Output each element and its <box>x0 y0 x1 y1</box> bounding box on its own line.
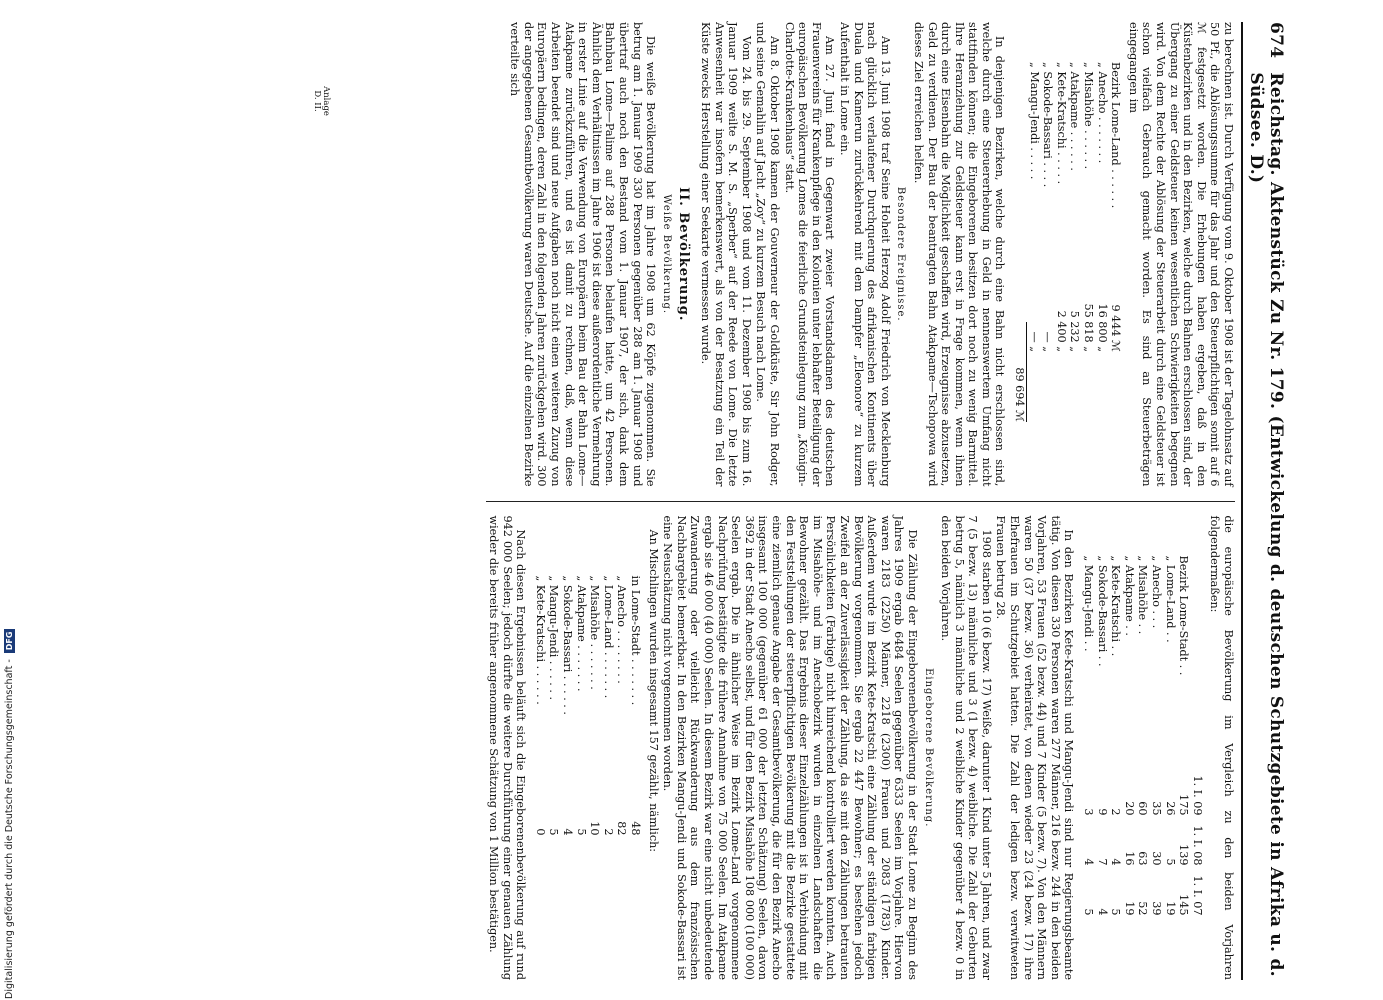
paragraph: Die weiße Bevölkerung hat im Jahre 1908 um 62 Köpfe zugenommen. Sie betrug am 1. Januar 1909 330 Personen gegenüber 288 am 1. Januar 1908 und übertraf auch noch den Bestand vom 1. Januar 1907, der sich, dank dem Bahnbau Lome—Palime auf 288 Personen belaufen hatte, um 42 Personen. Ähnlich dem Verhältnissen im Jahre 1906 ist diese außerordentliche Vermehrung in erster Linie auf die Verwendung von Europäern beim Bau der Bahn Lome—Atakpame zurückzuführen, und es ist damit zu rechnen, daß, wenn diese Arbeiten beendet sind und neue Aufgaben noch nicht einen weiteren Zuzug von Europäern bedingen, deren Zahl in den folgenden Jahren zurückgehen wird. 300 der angegebenen Gesamtbevölkerung waren Deutsche. Auf die einzelnen Bezirke verteilte sich <box>508 22 658 487</box>
table-cell: 26 <box>1163 801 1177 816</box>
table-cell: „ Anecho . . . <box>1150 555 1164 629</box>
table-header-row <box>1190 556 1204 981</box>
table-row <box>628 576 642 981</box>
population-table <box>1081 556 1203 981</box>
table-cell: „ Sokode-Bassari . . . . <box>1041 62 1055 188</box>
table-cell: 4 <box>561 828 575 836</box>
table-cell: 9 444 ℳ <box>1109 304 1123 352</box>
table-cell: 35 <box>1150 801 1164 816</box>
page-title: Reichstag. Aktenstück Zu Nr. 179. (Entwickelung d. deutschen Schutzgebiete in Afrika u. d. Südsee. D.) <box>1246 72 1286 977</box>
table-cell: 5 <box>1082 908 1096 916</box>
table-cell: „ Mangu-Jendi . . . . . <box>1027 62 1041 180</box>
table-cell: 5 <box>1109 908 1123 916</box>
table-cell: „ Lome-Land . . <box>1163 555 1177 643</box>
table-cell: „ Misahöhe . . . . . . . <box>588 575 602 690</box>
table-cell: 30 <box>1150 851 1164 866</box>
page-number: 674 <box>1266 22 1286 59</box>
table-cell: 19 <box>1163 901 1177 916</box>
table-cell: „ Anecho . . . . . . . . <box>615 575 629 684</box>
table-row <box>533 576 547 981</box>
table-cell: in Lome-Stadt . . . . . . . <box>629 575 643 706</box>
table-row <box>1149 556 1163 981</box>
page-header <box>1241 22 1286 980</box>
table-cell: 63 <box>1136 851 1150 866</box>
table-row <box>615 576 629 981</box>
table-cell: 39 <box>1150 901 1164 916</box>
digitization-footer <box>4 0 15 999</box>
paragraph: Nach diesen Ergebnissen beläuft sich die Eingeborenenbevölkerung auf rund 942 000 Seelen; jedoch dürfte die weitere Durchführung einer genauen Zählung wieder die bereits früher angenommene Schätzung von 1 Million bestätigen. <box>487 515 528 980</box>
paragraph: 1908 starben 10 (6 bezw. 17) Weiße, darunter 1 Kind unter 5 Jahren, und zwar 7 (5 bezw. 13) männliche und 3 (1 bezw. 4) weibliche. Die Zahl der Geburten betrug 5, nämlich 3 männliche und 2 weibliche Kinder gegenüber 4 bezw. 0 in den beiden Vorjahren. <box>939 515 993 980</box>
table-cell: 20 <box>1122 801 1136 816</box>
table-cell: „ Kete-Kratschi . . <box>1109 555 1123 657</box>
table-cell: „ Kete-Kratschi . . . . . . <box>533 575 547 705</box>
table-cell: 7 <box>1095 858 1109 866</box>
table-cell: „ Atakpame . . <box>1122 555 1136 636</box>
mixed-race-table <box>533 576 642 981</box>
table-row <box>601 576 615 981</box>
table-row <box>588 576 602 981</box>
table-cell: 2 400 „ <box>1054 310 1068 352</box>
paragraph: An Mischlingen wurden insgesamt 157 gezählt, nämlich: <box>646 529 660 853</box>
section-heading: II. Bevölkerung. <box>676 187 692 322</box>
table-cell: 4 <box>1082 858 1096 866</box>
table-row <box>1081 556 1095 981</box>
right-column <box>486 502 1235 981</box>
left-column <box>486 22 1235 502</box>
column-header: 1. I. 07 <box>1190 875 1204 916</box>
table-cell: „ Atakpame . . . . . . . <box>574 575 588 692</box>
table-cell: 5 <box>1163 858 1177 866</box>
footer-text: Digitalisierung gefördert durch die Deutsche Forschungsgemeinschaft - <box>4 659 15 999</box>
table-cell: 48 <box>629 821 643 836</box>
subheading: Besondere Ereignisse. <box>895 186 907 322</box>
subheading: Weiße Bevölkerung. <box>660 194 672 315</box>
table-row <box>1177 556 1191 981</box>
table-cell: — „ <box>1027 331 1041 352</box>
table-row <box>1068 62 1082 487</box>
table-cell: „ Sokode-Bassari . . <box>1095 555 1109 667</box>
table-row <box>1109 62 1123 487</box>
paragraph: die europäische Bevölkerung im Vergleich zu den beiden Vorjahren folgendermaßen: <box>1208 515 1235 980</box>
table-cell: 82 <box>615 821 629 836</box>
table-cell: 139 <box>1177 844 1191 866</box>
table-row <box>574 576 588 981</box>
table-row <box>1027 62 1041 487</box>
paragraph: Vom 24. bis 29. September 1908 und vom 11. Dezember 1908 bis zum 16. Januar 1909 weilte S. M. S. „Sperber“ auf der Reede von Lome. Die letzte Anwesenheit war insofern bemerkenswert, als von der Besatzung ein Teil der Küste zwecks Herstellung einer Seekarte vermessen wurde. <box>699 22 753 487</box>
table-cell: „ Misahöhe . . <box>1136 555 1150 635</box>
table-cell: 9 <box>1095 808 1109 816</box>
table-cell: 55 818 „ <box>1082 303 1096 352</box>
table-cell: 19 <box>1122 901 1136 916</box>
tax-table <box>1013 62 1123 487</box>
table-cell: 145 <box>1177 894 1191 916</box>
column-header: 1. I. 08 <box>1190 825 1204 866</box>
subheading: Eingeborene Bevölkerung. <box>922 668 934 828</box>
margin-note-anlage: Anlage D. II. <box>312 86 331 116</box>
table-row <box>1122 556 1136 981</box>
table-cell: 60 <box>1136 801 1150 816</box>
paragraph: Am 8. Oktober 1908 kamen der Gouverneur der Goldküste, Sir John Rodger, und seine Gemahlin auf Jacht „Zoy“ zu kurzem Besuch nach Lome. <box>754 22 781 487</box>
paragraph: Am 27. Juni fand in Gegenwart zweier Vorstandsdamen des deutschen Frauenvereins für Krankenpflege in den Kolonien unter lebhafter Beteiligung der europäischen Bevölkerung Lomes die feierliche Grundsteinlegung zum „Königin-Charlotte-Krankenhaus“ statt. <box>782 22 837 487</box>
table-cell: „ Mangu-Jendi . . <box>1082 555 1096 652</box>
table-cell: „ Anecho . . . . . . . <box>1095 62 1109 164</box>
table-cell: 4 <box>1095 908 1109 916</box>
table-row <box>1163 556 1177 981</box>
paragraph: Die Zählung der Eingeborenenbevölkerung in der Stadt Lome zu Beginn des Jahres 1909 ergab 6484 Seelen gegenüber 6333 Seelen im Vorjahre. Hiervon waren 2183 (2250) Männer, 2218 (2300) Frauen und 2083 (1783) Kinder. Außerdem wurde im Bezirk Kete-Kratschi eine Zählung der ständigen farbigen Bevölkerung vorgenommen. Sie ergab 22 447 Bewohner; es bestehen jedoch Zweifel an der Zuverlässigkeit der Zählung, da sie mit den Zählungen betrauten Persönlichkeiten (Farbige) nicht hinreichend kontrolliert werden konnten. Auch im Misahöhe- und im Anechobezirk wurden in einzelnen Landschaften die Bewohner gezählt. Das Ergebnis dieser Einzelzählungen ist in Verbindung mit den Feststellungen der steuerpflichtigen Bevölkerung mit die Bezirke gestattete eine ziemlich genaue Angabe der Gesamtbevölkerung, die für den Bezirk Anecho insgesamt 100 000 (gegenüber 61 000 der letzten Schätzung) Seelen, davon 3692 in der Stadt Anecho selbst, und für den Bezirk Misahöhe 108 000 (100 000) Seelen ergab. Die in ähnlicher Weise im Bezirk Lome-Land vorgenommene Nachprüfung bestätigte die frühere Annahme von 75 000 Seelen. Im Atakpame ergab sie 46 000 (40 000) Seelen. In diesem Bezirk war eine nicht unbedeutende Zuwanderung oder vielleicht Rückwanderung aus dem französischen Nachbargebiet bemerkbar. In den Bezirken Mangu-Jendi und Sokode-Bassari ist eine Neuschätzung nicht vorgenommen worden. <box>661 515 919 980</box>
table-row <box>1109 556 1123 981</box>
table-cell: 0 <box>533 828 547 836</box>
table-cell: 10 <box>588 821 602 836</box>
table-cell: Bezirk Lome-Land . . . . . . <box>1109 62 1123 209</box>
table-cell: 3 <box>1082 808 1096 816</box>
table-cell: Bezirk Lome-Stadt . . <box>1177 555 1191 676</box>
paragraph: In denjenigen Bezirken, welche durch eine Bahn nicht erschlossen sind, welche durch eine Steuererhebung in Geld in nennenswertem Umfang nicht stattfinden können; die Eingeborenen besitzen dort noch zu wenig Barmittel. Ihre Heranziehung zur Geldsteuer kann erst in Frage kommen, wenn ihnen durch eine Eisenbahn die Möglichkeit geschaffen wird, Erzeugnisse abzusetzen, Geld zu verdienen. Der Bau der beantragten Bahn Atakpame—Tschopowa wird dieses Ziel erreichen helfen. <box>911 22 1007 487</box>
table-row <box>547 576 561 981</box>
table-cell: 2 <box>601 828 615 836</box>
table-row <box>1136 556 1150 981</box>
table-cell: — „ <box>1041 331 1055 352</box>
paragraph: zu berechnen ist. Durch Verfügung vom 9. Oktober 1908 ist der Tagelohnsatz auf 50 Pf., die Ablösungssumme für das Jahr und den Steuerpflichtigen somit auf 6 ℳ festgesetzt worden. Die Erhebungen haben ergeben, daß in den Küstenbezirken und in den Bezirken, welche durch Bahnen erschlossen sind, der Übergang zu einer Geldsteuer keinen wesentlichen Schwierigkeiten begegnen wird. Von dem Rechte der Ablösung der Steuerarbeit durch eine Geldsteuer ist schon vielfach Gebrauch gemacht worden. Es sind an Steuerbeträgen eingegangen im <box>1126 22 1235 487</box>
table-cell: 2 <box>1109 808 1123 816</box>
column-header: 1. I. 09 <box>1190 775 1204 816</box>
table-cell: 5 232 „ <box>1068 310 1082 352</box>
table-row <box>1095 556 1109 981</box>
tax-total: 89 694 ℳ <box>1013 322 1028 422</box>
table-cell: „ Lome-Land . . . . . . . <box>601 575 615 699</box>
table-cell: 16 800 „ <box>1095 303 1109 352</box>
table-cell: 175 <box>1177 794 1191 816</box>
table-row <box>561 576 575 981</box>
paragraph: In den Bezirken Kete-Kratschi und Mangu-Jendi sind nur Regierungsbeamte tätig. Von diesen 330 Personen waren 277 Männer, 216 bezw. 244 in den beiden Vorjahren, 53 Frauen (52 bezw. 44) und 7 Kinder (5 bezw. 7). Von den Männern waren 50 (37 bezw. 36) verheiratet, von denen wieder 23 (24 bezw. 17) ihre Ehefrauen im Schutzgebiet hatten. Die Zahl der ledigen bezw. verwitweten Frauen betrug 28. <box>994 515 1076 980</box>
paragraph: Am 13. Juni 1908 traf Seine Hoheit Herzog Adolf Friedrich von Mecklenburg nach glücklich verlaufener Durchquerung des afrikanischen Kontinents über Duala und Kamerun zurückkehrend mit dem Dampfer „Eleonore“ zu kurzem Aufenthalt in Lome ein. <box>837 22 892 487</box>
table-cell: 5 <box>574 828 588 836</box>
table-cell: „ Sokode-Bassari . . . . . . <box>561 575 575 715</box>
table-cell: „ Atakpame . . . . . . <box>1068 62 1082 171</box>
table-row <box>1095 62 1109 487</box>
table-cell: 16 <box>1122 851 1136 866</box>
table-row <box>1041 62 1055 487</box>
dfg-logo: DFG <box>4 629 15 654</box>
table-cell: 5 <box>547 828 561 836</box>
table-row <box>1081 62 1095 487</box>
table-cell: „ Kete-Kratschi . . . . . <box>1054 62 1068 185</box>
table-row <box>1054 62 1068 487</box>
table-cell: „ Misahöhe . . . . . . <box>1082 62 1096 170</box>
columns <box>486 22 1235 980</box>
table-cell: „ Mangu-Jendi . . . . . . <box>547 575 561 701</box>
table-cell: 4 <box>1109 858 1123 866</box>
table-cell: 52 <box>1136 901 1150 916</box>
